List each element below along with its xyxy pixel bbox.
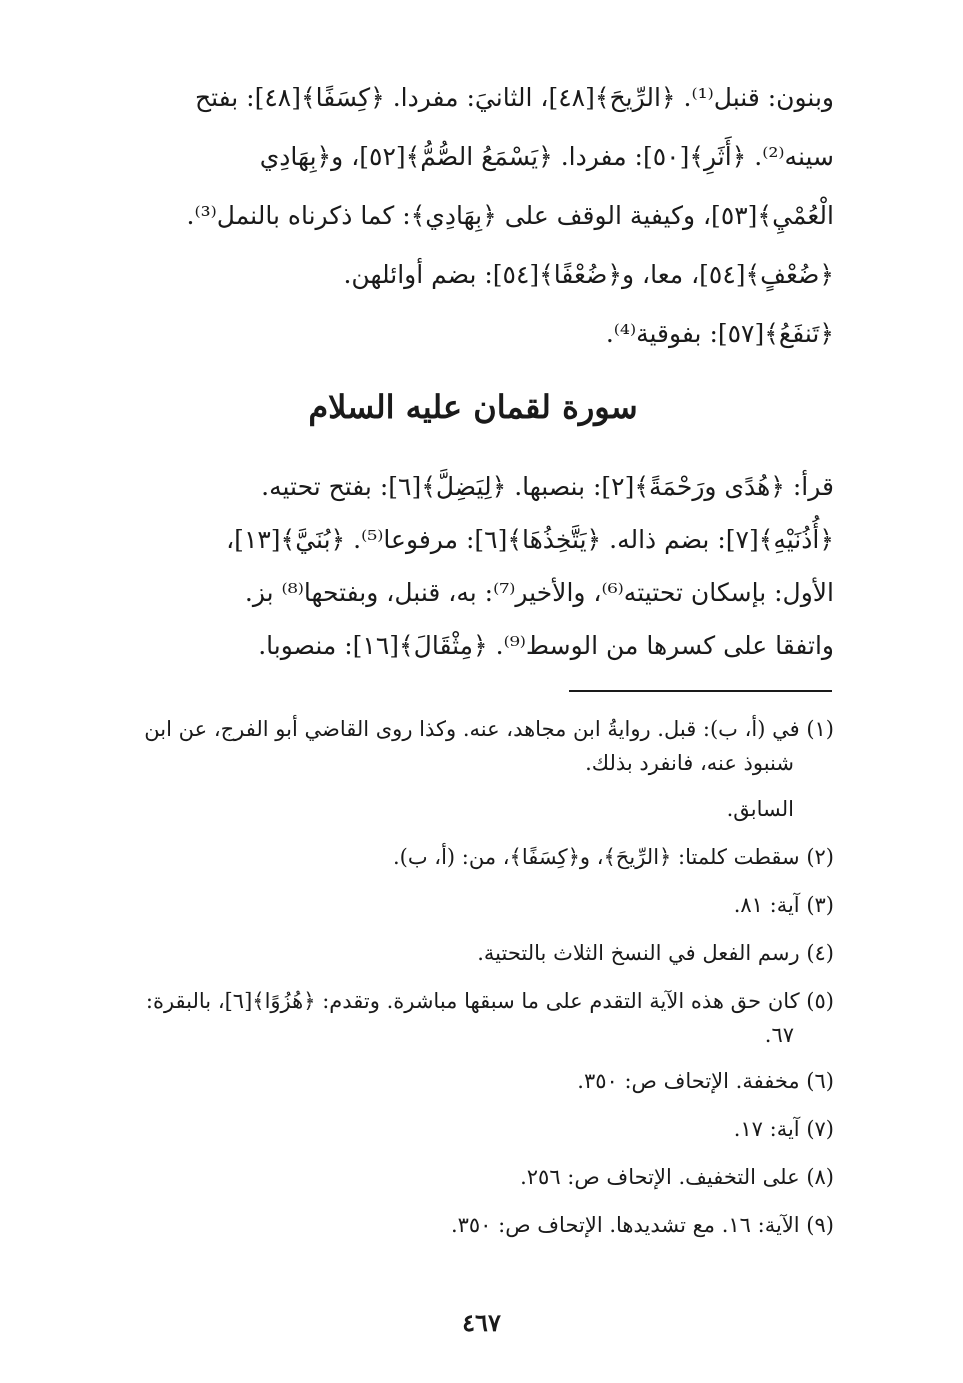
surah-title: سورة لقمان عليه السلام bbox=[308, 388, 638, 426]
surah-text-line: قرأ: ﴿هُدًى ورَحْمَةً﴾[٢]: بنصبها. ﴿لِيَضِلَّ﴾[٦]: بفتح تحتيه. bbox=[261, 472, 834, 501]
footnote: (٨) على التخفيف. الإتحاف ص: ٢٥٦. bbox=[520, 1165, 834, 1189]
footnotes-block bbox=[112, 712, 834, 1256]
surah-text-block bbox=[112, 460, 834, 672]
footnote: (٦) مخففة. الإتحاف ص: ٣٥٠. bbox=[577, 1069, 834, 1093]
footnote: (١) في (أ، ب): قبل. روايةُ ابن مجاهد، عنه. وكذا روى القاضي أبو الفرج، عن ابن شنبوذ عنه، فانفرد بذلك. bbox=[144, 717, 834, 775]
footnote-divider bbox=[569, 690, 832, 692]
footnote: (٥) كان حق هذه الآية التقدم على ما سبقها مباشرة. وتقدم: ﴿هُزُوًا﴾[٦]، بالبقرة: ٦٧. bbox=[145, 989, 834, 1047]
main-text-line: وبنون: قنبل⁽¹⁾. ﴿الرِّيحَ﴾[٤٨]، الثانيَ: مفردا. ﴿كِسَفًا﴾[٤٨]: بفتح bbox=[194, 83, 834, 112]
footnote: (٩) الآية: ١٦. مع تشديدها. الإتحاف ص: ٣٥٠. bbox=[450, 1213, 834, 1237]
main-text-block bbox=[112, 68, 834, 363]
footnote: (٤) رسم الفعل في النسخ الثلاث بالتحتية. bbox=[477, 941, 834, 965]
footnote-continuation: السابق. bbox=[726, 797, 794, 821]
surah-text-line: الأول: بإسكان تحتيته⁽⁶⁾، والأخير⁽⁷⁾: به، قنبل، وبفتحها⁽⁸⁾ بز. bbox=[244, 578, 834, 607]
main-text-line: ﴿تَنفَعُ﴾[٥٧]: بفوقية⁽⁴⁾. bbox=[605, 319, 834, 348]
surah-text-line: ﴿أُذُنَيْهِ﴾[٧]: بضم ذاله. ﴿يَتَّخِذُهَا﴾[٦]: مرفوعا⁽⁵⁾. ﴿بُنَيَّ﴾[١٣]، bbox=[226, 525, 834, 554]
footnote: (٣) آية: ٨١. bbox=[733, 893, 834, 917]
footnote: (٧) آية: ١٧. bbox=[733, 1117, 834, 1141]
main-text-line: سينه⁽²⁾. ﴿أَثَرِ﴾[٥٠]: مفردا. ﴿يَسْمَعُ الصُّمُّ﴾[٥٢]، و﴿بِهَادِي bbox=[259, 142, 834, 171]
footnote: (٢) سقطت كلمتا: ﴿الرِّيحَ﴾، و﴿كِسَفًا﴾، من: (أ، ب). bbox=[392, 845, 834, 869]
surah-text-line: واتفقا على كسرها من الوسط⁽⁹⁾. ﴿مِثْقَالَ﴾[١٦]: منصوبا. bbox=[258, 631, 834, 660]
main-text-line: ﴿ضُعْفٍ﴾[٥٤]، معا، و﴿ضُعْفًا﴾[٥٤]: بضم أوائلهن. bbox=[343, 260, 834, 289]
main-text-line: الْعُمْيِ﴾[٥٣]، وكيفية الوقف على ﴿بِهَادِي﴾: كما ذكرناه بالنمل⁽³⁾. bbox=[186, 201, 834, 230]
page-number: ٤٦٧ bbox=[462, 1308, 501, 1337]
